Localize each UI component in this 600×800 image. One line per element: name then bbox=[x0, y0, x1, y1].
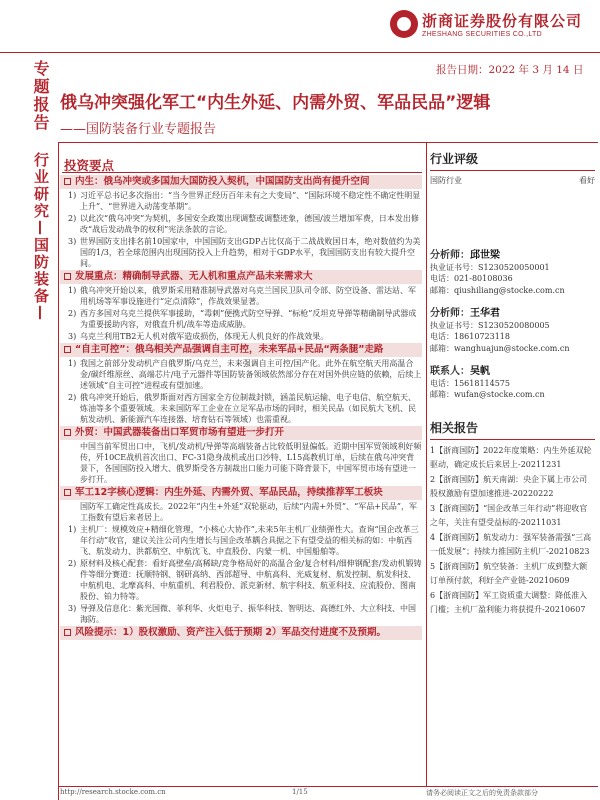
column-divider bbox=[426, 142, 427, 787]
checkbox-bullet-icon bbox=[64, 429, 71, 436]
section-title-underline bbox=[62, 172, 422, 173]
company-logo bbox=[390, 10, 582, 38]
highlight-text: 外贸：中国武器装备出口军贸市场有望进一步打开 bbox=[75, 427, 285, 438]
side-label-category: 行业研究—国防装备— bbox=[32, 152, 50, 322]
checkbox-bullet-icon bbox=[64, 273, 71, 280]
company-name-en: ZHESHANG SECURITIES CO.,LTD bbox=[422, 31, 542, 38]
analyst-card bbox=[430, 308, 595, 354]
item-text: 原材料及核心配套：看好高壁垒/高稀缺/竞争格局好的高温合金/复合材料/细伸钢配套/发动机锻铸件等细分赛道：抚顺特钢、钢研高纳、西部超导、中航高科、光威复材、航发控制、航发科技、中航机电、北摩高科、中航重机、利君股份、派克新材、航宇科技、航亚科技、应流股份、图南股份、铂力特等。 bbox=[80, 559, 422, 601]
item-number: 3) bbox=[68, 332, 77, 341]
list-item bbox=[60, 392, 422, 425]
checkbox-bullet-icon bbox=[64, 346, 71, 353]
analyst-email[interactable]: 邮箱：qiushiliang@stocke.com.cn bbox=[430, 285, 565, 295]
highlight-text: 内生：俄乌冲突或多国加大国防投入契机，中国国防支出尚有提升空间 bbox=[75, 176, 370, 187]
related-report-link[interactable]: 1【浙商国防】2022年度策略：内生外延双轮驱动，确定成长后来居上-20211231 bbox=[430, 445, 592, 469]
analyst-label: 分析师： bbox=[430, 250, 470, 261]
list-item bbox=[60, 524, 422, 557]
main-content bbox=[60, 174, 422, 641]
related-divider bbox=[430, 439, 595, 440]
list-item bbox=[60, 441, 422, 485]
side-label-report-type: 专题报告 bbox=[31, 60, 50, 132]
list-item bbox=[60, 358, 422, 391]
list-item bbox=[60, 603, 422, 625]
item-text: 主机厂：规模效应+精细化管理，“小核心大协作”,未来5年主机厂业绩弹性大。查询“国企改革三年行动”收官，建议关注公司内生增长与国企改革耦合具据之下有望受益的相关标的如：中航西飞、航发动力、洪都航空、中航沈飞、中直股份、内蒙一机、中国船舶等。 bbox=[80, 525, 419, 556]
analyst-email[interactable]: 邮箱：wanghuajun@stocke.com.cn bbox=[430, 343, 570, 353]
rating-divider bbox=[430, 170, 595, 171]
item-text: 西方多国对乌克兰提供军事援助，“毒刺”便携式防空导弹、“标枪”反坦克导弹等精确制导武器成为重要援助内容，对俄直升机/战车等造成威胁。 bbox=[80, 309, 417, 329]
highlight-text: “自主可控”：俄乌相关产品强调自主可控，未来军品+民品“两条腿”走路 bbox=[75, 344, 384, 355]
contact-email[interactable]: 邮箱：wufan@stocke.com.cn bbox=[430, 390, 545, 399]
rating-row bbox=[430, 175, 595, 186]
item-text: 俄乌冲突开始以来，俄罗斯采用精准制导武器对乌克兰国民卫队司令部、防空设备、雷达站、军用机场等军事设施进行“定点清除”，作战效果显著。 bbox=[80, 286, 416, 306]
checkbox-bullet-icon bbox=[64, 629, 71, 636]
analyst-cert: 执业证书号：S1230520080005 bbox=[430, 320, 550, 330]
list-item bbox=[60, 236, 422, 269]
contact-phone: 电话：15618114575 bbox=[430, 378, 510, 388]
item-text: 以此次“俄乌冲突”为契机，多国安全政策出现调整或调整迹象，德国/波兰增加军费，日本发出修改“战后发动战争的权利”宪法条款的言论。 bbox=[80, 214, 419, 234]
item-number: 1) bbox=[68, 359, 77, 368]
report-subtitle: ——国防装备行业专题报告 bbox=[60, 122, 217, 137]
highlight-heading bbox=[60, 175, 422, 189]
analyst-cert: 执业证书号：S1230520050001 bbox=[430, 262, 550, 272]
logo-mark-icon bbox=[390, 10, 418, 38]
footer-disclaimer: 请务必阅读正文之后的免责条款部分 bbox=[426, 789, 538, 797]
rating-industry: 国防行业 bbox=[430, 176, 462, 185]
list-item bbox=[60, 331, 422, 342]
contact-card bbox=[430, 366, 595, 401]
analyst-name: 王华君 bbox=[470, 308, 500, 319]
item-number: 2) bbox=[68, 393, 77, 402]
highlight-text: 军工12字核心逻辑：内生外延、内需外贸、军品民品，持续推荐军工板块 bbox=[75, 487, 383, 498]
rating-title: 行业评级 bbox=[430, 152, 479, 166]
item-text: 国防军工确定性高成长。2022年“内生+外延”双轮驱动，后续“内需+外贸”、“军品+民品”，军工指数有望后来者居上。 bbox=[80, 502, 418, 522]
related-reports-list bbox=[430, 444, 595, 618]
item-text: 乌克兰利用TB2无人机对俄军造成损伤，体现无人机良好的作战效果。 bbox=[80, 332, 329, 341]
analyst-phone: 电话：18610723118 bbox=[430, 332, 510, 341]
rating-value: 看好 bbox=[579, 176, 595, 185]
checkbox-bullet-icon bbox=[64, 178, 71, 185]
footer-divider bbox=[58, 786, 598, 787]
item-text: 习近平总书记多次指出：“当今世界正经历百年未有之大变局”、“国际环境不稳定性不确定性明显上升”、“世界进入动荡变革期”。 bbox=[80, 191, 421, 211]
report-date: 报告日期：2022 年 3 月 14 日 bbox=[436, 64, 584, 76]
list-item bbox=[60, 285, 422, 307]
item-number: 3) bbox=[68, 237, 77, 246]
list-item bbox=[60, 558, 422, 602]
item-text: 俄乌冲突开始后，俄罗斯面对西方国家全方位制裁封锁，涵盖民航运输、电子电信、航空航天、炼油等多个重要领域。未来国防军工企业在立足军品市场的同时，相关民品（如民航大飞机、民航发动机、新能源汽车连接器、培育钻石等领域）也需重视。 bbox=[80, 393, 416, 424]
item-text: 中国当前军贸出口中，飞机/发动机/导弹等高端装备占比较低明显偏低。近期中国军贸领域利好频传，歼10CE战机首次出口、FC-31隐身战机或出口沙特、L15高教机订单，后续在俄乌冲突背景下，各国国防投入增大、俄罗斯受各方制裁出口能力可能下降背景下，中国军贸市场有望进一步打开。 bbox=[80, 442, 422, 484]
left-column-border bbox=[58, 142, 59, 800]
title-divider bbox=[58, 142, 598, 143]
item-number: 2) bbox=[68, 214, 77, 223]
contact-name: 吴帆 bbox=[470, 366, 490, 377]
section-title: 投资要点 bbox=[64, 158, 115, 173]
related-report-link[interactable]: 6【浙商国防】军工资质重大调整：降低准入门槛；主机厂盈利能力将获提升-20210607 bbox=[430, 590, 588, 614]
analyst-card bbox=[430, 250, 595, 296]
related-report-link[interactable]: 5【浙商国防】航空装备：主机厂成到整大额订单预付款，利好全产业链-20210609 bbox=[430, 561, 588, 585]
analyst-label: 分析师： bbox=[430, 308, 470, 319]
highlight-heading bbox=[60, 343, 422, 357]
item-text: 我国之前部分发动机产自俄罗斯/乌克兰，未来强调自主可控/国产化。此外在航空航天用高温合金/碳纤维原丝、高端芯片/电子元器件等国防装备领域依然部分存在对国外供应链的依赖，后续上述领域“自主可控”进程或有望加速。 bbox=[80, 359, 422, 390]
item-number: 3) bbox=[68, 604, 77, 613]
sidebar bbox=[430, 150, 595, 618]
item-number: 2) bbox=[68, 559, 77, 568]
highlight-text: 发展重点：精确制导武器、无人机和重点产品未来需求大 bbox=[75, 271, 313, 282]
checkbox-bullet-icon bbox=[64, 489, 71, 496]
highlight-text: 风险提示：1）股权激励、资产注入低于预期 2）军品交付进度不及预期。 bbox=[75, 627, 387, 638]
highlight-heading bbox=[60, 486, 422, 500]
list-item bbox=[60, 501, 422, 523]
list-item bbox=[60, 308, 422, 330]
header-divider bbox=[0, 52, 600, 53]
company-name-cn: 浙商证券股份有限公司 bbox=[422, 12, 583, 30]
related-reports-title: 相关报告 bbox=[430, 420, 479, 435]
report-title: 俄乌冲突强化军工“内生外延、内需外贸、军品民品”逻辑 bbox=[60, 93, 491, 113]
item-number: 2) bbox=[68, 309, 77, 318]
analyst-name: 邱世梁 bbox=[470, 250, 500, 261]
contact-label: 联系人： bbox=[430, 366, 470, 377]
item-number: 1) bbox=[68, 525, 77, 534]
related-report-link[interactable]: 2【浙商国防】航天南湖：央企下属上市公司股权激励有望加速推进-20220222 bbox=[430, 474, 588, 498]
risk-warning bbox=[60, 626, 422, 640]
analyst-phone: 电话：021-80108036 bbox=[430, 274, 513, 283]
footer-url[interactable]: http://research.stocke.com.cn bbox=[60, 788, 166, 796]
related-report-link[interactable]: 3【浙商国防】“国企改革三年行动”将迎收官之年，关注有望受益标的-20211031 bbox=[430, 503, 588, 527]
highlight-heading bbox=[60, 270, 422, 284]
related-report-link[interactable]: 4【浙商国防】航发动力：强军装备需强“三高一低发展”；持续力推国防主机厂-20210823 bbox=[430, 532, 592, 556]
highlight-heading bbox=[60, 426, 422, 440]
list-item bbox=[60, 213, 422, 235]
item-text: 导弹及信息化：紫光国微、菲利华、火炬电子、振华科技、智明达、高德红外、大立科技、中国海防。 bbox=[80, 604, 416, 624]
item-text: 世界国防支出排名前10国家中，中国国防支出GDP占比仅高于二战战败国日本，绝对数值约为美国的1/3，若全球范围内出现国防投入上升趋势，相对于GDP水平，我国国防支出有较大提升空间。 bbox=[80, 237, 421, 268]
list-item bbox=[60, 190, 422, 212]
item-number: 1) bbox=[68, 191, 77, 200]
page-number: 1/15 bbox=[292, 788, 308, 796]
item-number: 1) bbox=[68, 286, 77, 295]
